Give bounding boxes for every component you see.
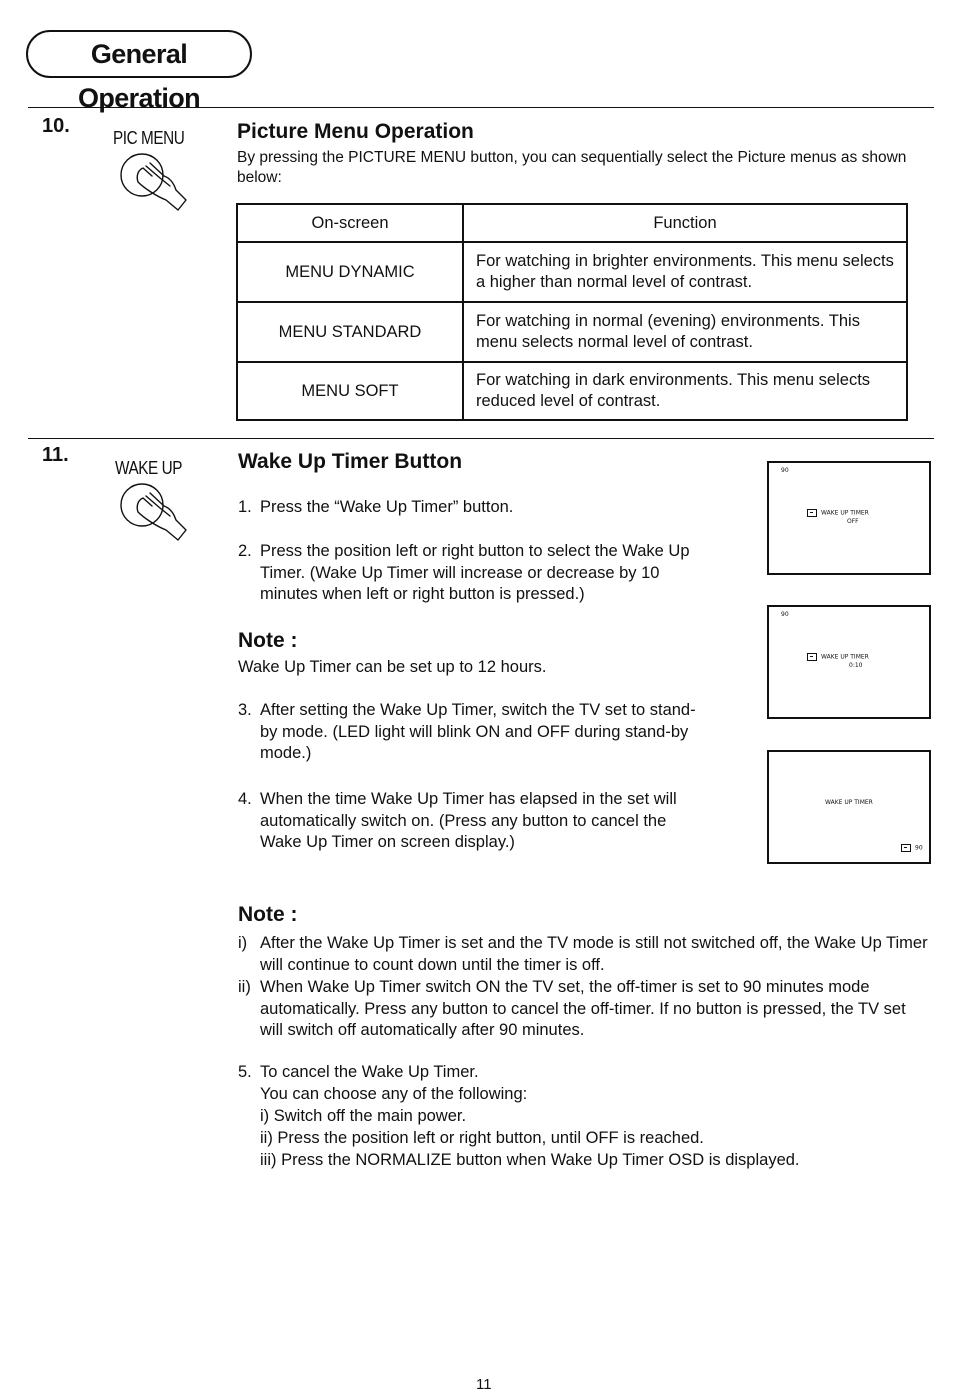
tv-screen-0-10 xyxy=(767,605,931,719)
note-item-text: When Wake Up Timer switch ON the TV set, the off-timer is set to 90 minutes mode automatically. Press any button to cancel the off-timer. If no button is pressed, the TV set will switch off automatically after 90 minutes. xyxy=(260,978,906,1039)
note-item-number: i) xyxy=(238,934,248,952)
section-10-divider xyxy=(28,107,934,108)
note-item xyxy=(238,933,928,976)
page-header: General Operation xyxy=(26,30,252,78)
wake-up-timer-title: Wake Up Timer Button xyxy=(238,450,463,473)
option-text: Press the NORMALIZE button when Wake Up Timer OSD is displayed. xyxy=(281,1151,800,1169)
picture-menu-title: Picture Menu Operation xyxy=(237,120,474,143)
step-text: After setting the Wake Up Timer, switch the TV set to stand-by mode. (LED light will blink ON and OFF during stand-by mode.) xyxy=(260,701,696,762)
timer-box-icon xyxy=(807,509,817,517)
screen-osd-label: WAKE UP TIMER xyxy=(825,799,873,806)
table-header-function: Function xyxy=(463,204,907,242)
screen-osd-value: 0:10 xyxy=(849,662,863,669)
step-number: 1. xyxy=(238,498,252,516)
table-row xyxy=(237,362,907,420)
step-item xyxy=(238,789,698,854)
screen-corner-text: 90 xyxy=(781,611,789,618)
tv-screen-off xyxy=(767,461,931,575)
option-number: i) xyxy=(260,1107,270,1125)
screen-corner-text: 90 xyxy=(781,467,789,474)
table-cell-onscreen: MENU DYNAMIC xyxy=(237,242,463,302)
table-row xyxy=(237,302,907,362)
screen-osd-label: WAKE UP TIMER xyxy=(807,653,869,661)
step-number: 3. xyxy=(238,701,252,719)
option-item xyxy=(260,1150,800,1172)
step-item xyxy=(238,1062,928,1105)
table-cell-function: For watching in dark environments. This menu selects reduced level of contrast. xyxy=(463,362,907,420)
screen-corner-text: 90 xyxy=(901,844,923,852)
option-number: iii) xyxy=(260,1151,277,1169)
step-number: 5. xyxy=(238,1063,252,1081)
picture-menu-intro: By pressing the PICTURE MENU button, you can sequentially select the Picture menus as shown below: xyxy=(237,149,907,186)
section-11-number: 11. xyxy=(42,444,69,466)
step-text: To cancel the Wake Up Timer. xyxy=(260,1063,479,1081)
note-item xyxy=(238,977,928,1042)
note-item-text: After the Wake Up Timer is set and the TV mode is still not switched off, the Wake Up Timer will continue to count down until the timer is off. xyxy=(260,934,928,974)
step-item xyxy=(238,541,698,606)
step-item xyxy=(238,700,698,765)
tv-screen-elapsed xyxy=(767,750,931,864)
table-row xyxy=(237,242,907,302)
timer-box-icon xyxy=(901,844,911,852)
note-text: Wake Up Timer can be set up to 12 hours. xyxy=(238,658,547,676)
table-header-row xyxy=(237,204,907,242)
timer-box-icon xyxy=(807,653,817,661)
option-text: Switch off the main power. xyxy=(273,1107,467,1125)
pic-menu-button-label: PIC MENU xyxy=(113,128,185,148)
step-text: Press the “Wake Up Timer” button. xyxy=(260,498,514,516)
table-cell-function: For watching in normal (evening) environments. This menu selects normal level of contrast. xyxy=(463,302,907,362)
option-text: Press the position left or right button, until OFF is reached. xyxy=(277,1129,704,1147)
wake-up-button-label: WAKE UP xyxy=(115,458,183,478)
option-number: ii) xyxy=(260,1129,273,1147)
step-text: Press the position left or right button to select the Wake Up Timer. (Wake Up Timer will increase or decrease by 10 minutes when left or right button is pressed.) xyxy=(260,542,690,603)
section-11-divider xyxy=(28,438,934,439)
screen-osd-label: WAKE UP TIMER xyxy=(807,509,869,517)
option-item xyxy=(260,1106,466,1128)
picture-menu-table xyxy=(236,203,908,421)
step-subtext: You can choose any of the following: xyxy=(260,1084,528,1103)
note-item-number: ii) xyxy=(238,978,251,996)
hand-press-icon xyxy=(116,148,202,228)
hand-press-icon xyxy=(116,478,202,558)
option-item xyxy=(260,1128,704,1150)
step-text: When the time Wake Up Timer has elapsed in the set will automatically switch on. (Press any button to cancel the Wake Up Timer on screen display.) xyxy=(260,790,677,851)
screen-osd-value: OFF xyxy=(847,518,859,525)
step-item xyxy=(238,497,698,519)
table-cell-function: For watching in brighter environments. This menu selects a higher than normal level of contrast. xyxy=(463,242,907,302)
table-cell-onscreen: MENU STANDARD xyxy=(237,302,463,362)
page-number: 11 xyxy=(476,1376,492,1393)
note-title: Note : xyxy=(238,629,298,652)
table-header-onscreen: On-screen xyxy=(237,204,463,242)
step-number: 4. xyxy=(238,790,252,808)
table-cell-onscreen: MENU SOFT xyxy=(237,362,463,420)
step-number: 2. xyxy=(238,542,252,560)
section-10-number: 10. xyxy=(42,115,70,137)
note-title: Note : xyxy=(238,903,298,926)
